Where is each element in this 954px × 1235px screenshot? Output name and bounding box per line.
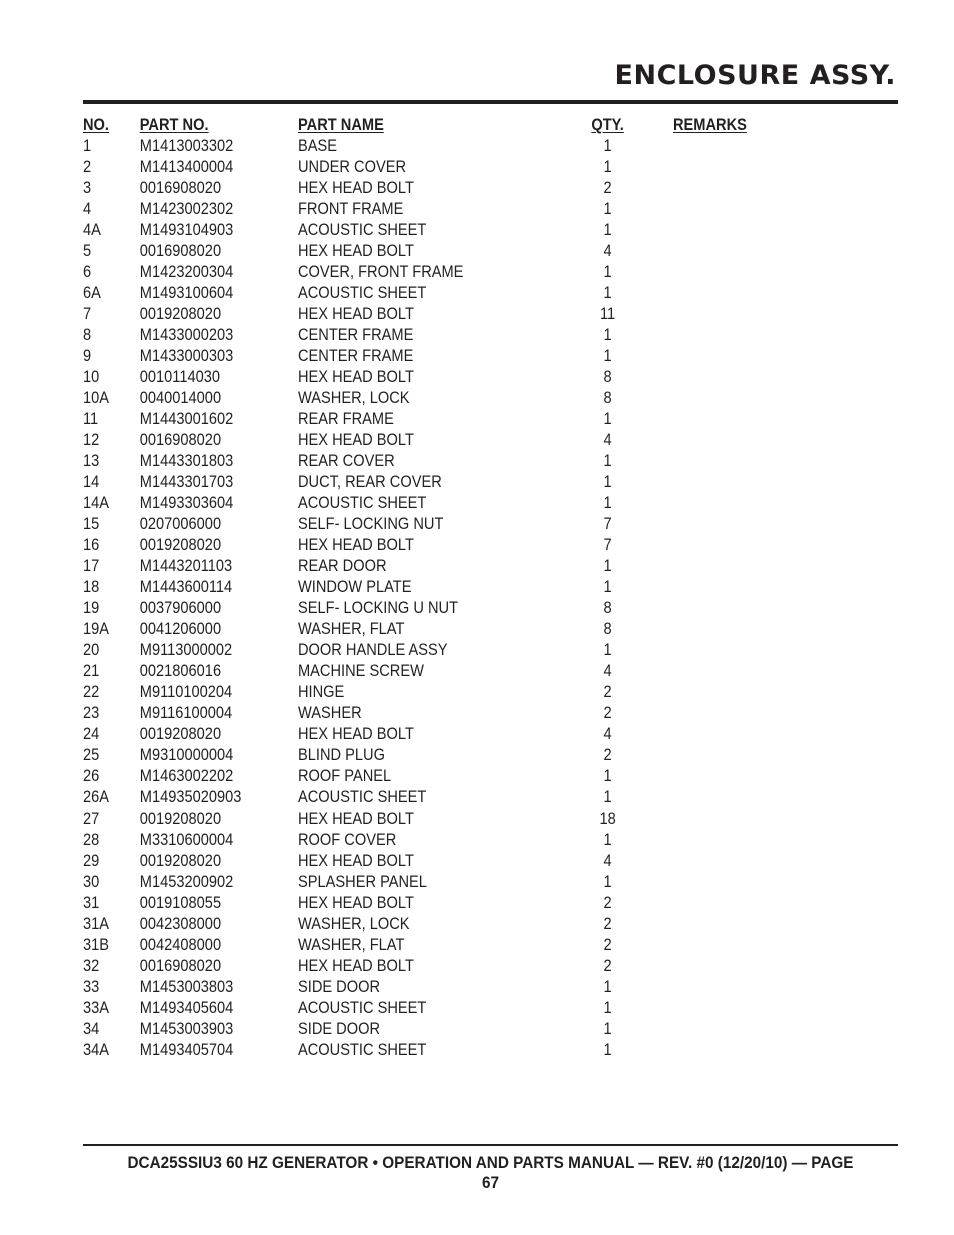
table-row [83,997,897,1018]
row-part-name: BLIND PLUG [298,745,385,765]
table-row [83,324,897,345]
row-qty: 8 [603,619,612,639]
table-row [83,366,897,387]
row-qty: 8 [603,367,612,387]
row-no: 6A [83,283,101,303]
row-no: 23 [83,703,100,723]
row-qty: 1 [603,409,612,429]
row-qty: 1 [603,283,612,303]
table-row [83,660,897,681]
row-qty: 2 [603,703,612,723]
row-qty: 1 [603,199,612,219]
table-row [83,156,897,177]
row-no: 2 [83,157,92,177]
footer-text: DCA25SSIU3 60 HZ GENERATOR • OPERATION AND PARTS MANUAL — REV. #0 (12/20/10) — PAGE 67 [127,1153,854,1192]
row-no: 1 [83,136,92,155]
row-part-name: SELF- LOCKING NUT [298,514,444,534]
row-qty: 4 [603,661,612,681]
row-part-no: M1493405604 [139,997,234,1017]
row-qty: 1 [603,1018,612,1038]
row-part-no: 0019208020 [139,808,222,828]
row-part-name: HEX HEAD BOLT [298,850,414,870]
row-part-name: SIDE DOOR [298,1018,381,1038]
table-row [83,345,897,366]
row-no: 19A [83,619,110,639]
row-part-name: UNDER COVER [298,157,407,177]
row-part-name: SPLASHER PANEL [298,871,427,891]
row-qty: 2 [603,892,612,912]
row-qty: 1 [603,493,612,513]
row-part-name: HEX HEAD BOLT [298,241,414,261]
row-part-no: 0016908020 [139,955,222,975]
row-qty: 4 [603,724,612,744]
table-row [83,282,897,303]
row-part-no: 0016908020 [139,178,222,198]
row-no: 16 [83,535,100,555]
row-part-name: WASHER, LOCK [298,388,410,408]
row-qty: 2 [603,745,612,765]
row-part-name: ACOUSTIC SHEET [298,493,427,513]
row-part-name: DUCT, REAR COVER [298,472,442,492]
row-qty: 1 [603,451,612,471]
row-no: 29 [83,850,100,870]
header-part-name: PART NAME [298,115,384,134]
row-part-no: M9116100004 [139,703,233,723]
row-part-name: WASHER, LOCK [298,913,410,933]
page-footer [83,1153,898,1193]
row-part-no: M1423002302 [139,199,234,219]
row-part-no: M1493405704 [139,1039,234,1059]
row-part-no: M9113000002 [139,640,233,660]
row-part-no: 0042408000 [139,934,222,954]
row-part-no: M1443301803 [139,451,234,471]
row-part-no: 0207006000 [139,514,222,534]
row-part-name: CENTER FRAME [298,325,414,345]
row-no: 3 [83,178,92,198]
row-qty: 18 [599,808,616,828]
row-qty: 2 [603,934,612,954]
row-no: 11 [83,409,99,429]
row-part-name: REAR FRAME [298,409,394,429]
table-row [83,219,897,240]
table-row [83,744,897,765]
row-no: 10 [83,367,100,387]
row-no: 33A [83,997,110,1017]
table-row [83,576,897,597]
table-row [83,786,897,807]
row-no: 22 [83,682,100,702]
row-no: 33 [83,976,100,996]
row-part-name: WINDOW PLATE [298,577,412,597]
row-no: 28 [83,829,100,849]
table-row [83,387,897,408]
row-part-no: 0019208020 [139,724,222,744]
row-qty: 2 [603,955,612,975]
table-row [83,471,897,492]
row-part-name: ROOF PANEL [298,766,392,786]
row-part-no: M1453003803 [139,976,234,996]
header-remarks: REMARKS [672,115,747,134]
header-qty: QTY. [591,115,624,134]
row-part-name: SELF- LOCKING U NUT [298,598,459,618]
row-no: 31B [83,934,110,954]
row-part-no: M1443600114 [139,577,233,597]
row-qty: 1 [603,766,612,786]
row-qty: 1 [603,262,612,282]
row-part-name: DOOR HANDLE ASSY [298,640,448,660]
row-no: 19 [83,598,100,618]
table-body [83,135,898,1060]
row-qty: 7 [603,535,612,555]
row-part-no: M1413400004 [139,157,234,177]
row-no: 10A [83,388,110,408]
row-part-no: M9110100204 [139,682,233,702]
row-part-no: M1443301703 [139,472,234,492]
row-part-no: M1453200902 [139,871,234,891]
table-row [83,429,897,450]
row-part-no: 0040014000 [139,388,222,408]
row-no: 31 [83,892,100,912]
table-row [83,829,897,850]
row-no: 18 [83,577,100,597]
row-qty: 2 [603,178,612,198]
row-qty: 7 [603,514,612,534]
row-part-name: MACHINE SCREW [298,661,424,681]
table-row [83,702,897,723]
row-part-name: WASHER, FLAT [298,619,405,639]
row-no: 34 [83,1018,100,1038]
row-part-name: HEX HEAD BOLT [298,367,414,387]
row-part-name: BASE [298,136,338,155]
row-part-no: M1443201103 [139,556,233,576]
table-row [83,450,897,471]
row-part-name: ACOUSTIC SHEET [298,1039,427,1059]
row-qty: 1 [603,157,612,177]
row-no: 24 [83,724,100,744]
row-qty: 1 [603,640,612,660]
table-row [83,871,897,892]
header-no: NO. [83,115,110,134]
row-part-name: ROOF COVER [298,829,397,849]
row-part-no: M1443001602 [139,409,234,429]
row-part-no: M14935020903 [139,787,242,807]
row-part-no: 0016908020 [139,430,222,450]
row-part-name: HEX HEAD BOLT [298,892,414,912]
row-qty: 4 [603,430,612,450]
row-part-no: 0019208020 [139,535,222,555]
row-no: 8 [83,325,92,345]
row-no: 14A [83,493,110,513]
row-part-name: ACOUSTIC SHEET [298,997,427,1017]
row-no: 9 [83,346,92,366]
row-part-no: 0019208020 [139,850,222,870]
row-no: 6 [83,262,92,282]
row-no: 13 [83,451,100,471]
table-row [83,198,897,219]
row-part-name: WASHER, FLAT [298,934,405,954]
row-no: 27 [83,808,100,828]
row-part-no: 0041206000 [139,619,222,639]
row-part-name: HEX HEAD BOLT [298,304,414,324]
table-row [83,913,897,934]
row-no: 26 [83,766,100,786]
row-part-no: M1493100604 [139,283,234,303]
row-qty: 1 [603,787,612,807]
row-part-no: 0016908020 [139,241,222,261]
table-row [83,177,897,198]
table-row [83,723,897,744]
table-row [83,513,897,534]
row-part-no: M3310600004 [139,829,234,849]
row-part-no: M1463002202 [139,766,234,786]
row-qty: 1 [603,556,612,576]
table-row [83,240,897,261]
row-no: 32 [83,955,100,975]
row-qty: 1 [603,829,612,849]
row-qty: 1 [603,997,612,1017]
parts-table [83,114,898,1060]
table-row [83,303,897,324]
row-qty: 1 [603,871,612,891]
row-qty: 1 [603,136,612,155]
row-qty: 1 [603,346,612,366]
row-part-no: 0042308000 [139,913,222,933]
row-part-no: 0019108055 [139,892,222,912]
table-row [83,1018,897,1039]
row-part-no: M1433000203 [139,325,234,345]
row-part-name: CENTER FRAME [298,346,414,366]
row-part-no: 0019208020 [139,304,222,324]
row-part-name: HEX HEAD BOLT [298,808,414,828]
header-part-no: PART NO. [139,115,209,134]
table-row [83,892,897,913]
row-part-no: 0037906000 [139,598,222,618]
row-qty: 2 [603,682,612,702]
table-row [83,135,897,156]
table-row [83,1039,897,1060]
table-row [83,261,897,282]
row-no: 14 [83,472,100,492]
row-part-no: M1493303604 [139,493,234,513]
row-no: 20 [83,640,100,660]
table-header [83,114,897,135]
row-no: 12 [83,430,100,450]
row-qty: 1 [603,220,612,240]
table-row [83,765,897,786]
row-part-name: HEX HEAD BOLT [298,535,414,555]
row-part-no: M1453003903 [139,1018,234,1038]
row-no: 4 [83,199,92,219]
row-qty: 1 [603,472,612,492]
row-part-no: M1423200304 [139,262,234,282]
row-no: 25 [83,745,100,765]
row-qty: 4 [603,850,612,870]
row-qty: 8 [603,388,612,408]
row-part-name: HINGE [298,682,345,702]
page-title: ENCLOSURE ASSY. [614,60,896,91]
row-no: 34A [83,1039,110,1059]
row-part-name: HEX HEAD BOLT [298,430,414,450]
row-no: 15 [83,514,100,534]
row-part-name: REAR DOOR [298,556,387,576]
top-rule [83,100,898,104]
row-no: 31A [83,913,110,933]
table-row [83,850,897,871]
row-no: 7 [83,304,92,324]
row-part-no: M1413003302 [139,136,234,155]
row-qty: 1 [603,577,612,597]
row-part-name: ACOUSTIC SHEET [298,220,427,240]
row-part-no: M9310000004 [139,745,234,765]
row-part-name: FRONT FRAME [298,199,404,219]
bottom-rule [83,1144,898,1146]
row-qty: 11 [600,304,616,324]
row-part-no: M1433000303 [139,346,234,366]
row-part-name: REAR COVER [298,451,395,471]
table-row [83,534,897,555]
table-row [83,408,897,429]
table-row [83,976,897,997]
row-qty: 1 [603,976,612,996]
row-part-name: HEX HEAD BOLT [298,178,414,198]
table-row [83,597,897,618]
table-row [83,955,897,976]
row-no: 26A [83,787,110,807]
table-row [83,934,897,955]
row-qty: 1 [603,325,612,345]
table-row [83,808,897,829]
row-part-name: HEX HEAD BOLT [298,724,414,744]
table-row [83,681,897,702]
table-row [83,618,897,639]
row-no: 4A [83,220,101,240]
table-row [83,555,897,576]
row-part-name: ACOUSTIC SHEET [298,787,427,807]
table-row [83,492,897,513]
row-part-name: SIDE DOOR [298,976,381,996]
row-no: 17 [83,556,100,576]
table-row [83,639,897,660]
row-part-no: M1493104903 [139,220,234,240]
row-no: 21 [83,661,100,681]
row-part-name: ACOUSTIC SHEET [298,283,427,303]
row-qty: 8 [603,598,612,618]
row-qty: 1 [603,1039,612,1059]
row-part-name: WASHER [298,703,362,723]
row-no: 30 [83,871,100,891]
row-part-name: COVER, FRONT FRAME [298,262,464,282]
row-qty: 2 [603,913,612,933]
row-no: 5 [83,241,92,261]
row-part-no: 0010114030 [139,367,220,387]
row-qty: 4 [603,241,612,261]
row-part-name: HEX HEAD BOLT [298,955,414,975]
row-part-no: 0021806016 [139,661,222,681]
